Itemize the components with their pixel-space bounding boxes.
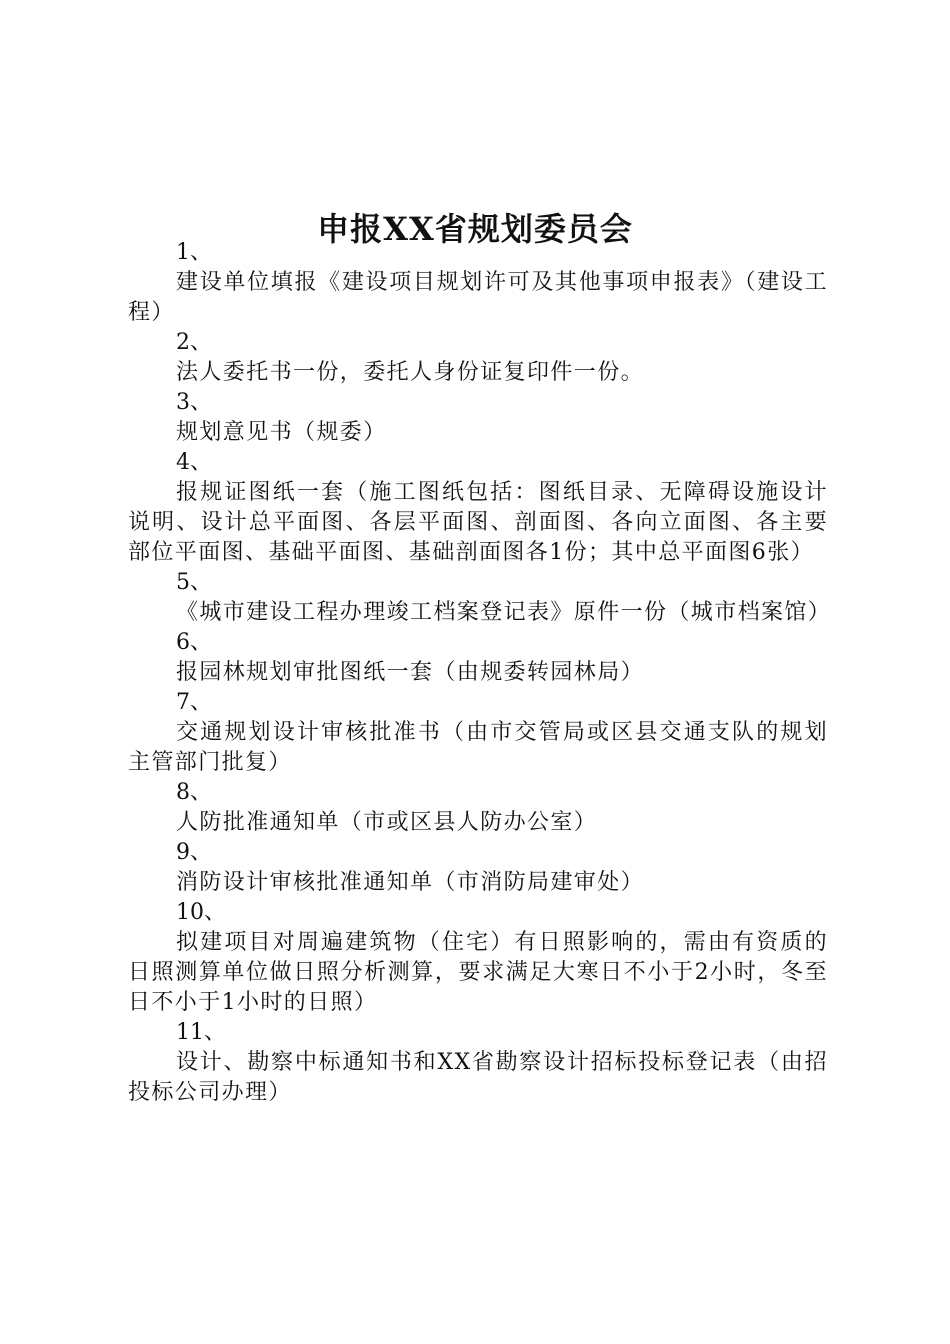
item-number: 4、 bbox=[176, 450, 212, 475]
item-number: 8、 bbox=[176, 780, 212, 805]
requirement-list bbox=[128, 238, 832, 1108]
item-number: 3、 bbox=[176, 390, 212, 415]
list-item bbox=[128, 448, 828, 568]
list-item bbox=[128, 838, 828, 898]
item-number: 11、 bbox=[176, 1020, 226, 1045]
item-text: 人防批准通知单（市或区县人防办公室） bbox=[176, 810, 598, 835]
list-item bbox=[128, 1018, 828, 1108]
item-text: 拟建项目对周遍建筑物（住宅）有日照影响的，需由有资质的日照测算单位做日照分析测算，要求满足大寒日不小于2小时，冬至日不小于1小时的日照） bbox=[128, 930, 828, 1015]
document-title: 申报XX省规划委员会 bbox=[317, 210, 633, 249]
list-item bbox=[128, 628, 828, 688]
item-number: 7、 bbox=[176, 690, 212, 715]
item-text: 消防设计审核批准通知单（市消防局建审处） bbox=[176, 870, 645, 895]
item-text: 报园林规划审批图纸一套（由规委转园林局） bbox=[176, 660, 645, 685]
list-item bbox=[128, 688, 828, 778]
item-text: 法人委托书一份，委托人身份证复印件一份。 bbox=[176, 360, 645, 385]
item-text: 规划意见书（规委） bbox=[176, 420, 387, 445]
list-item bbox=[128, 568, 832, 628]
item-text: 《城市建设工程办理竣工档案登记表》原件一份（城市档案馆） bbox=[176, 600, 832, 625]
item-text: 交通规划设计审核批准书（由市交管局或区县交通支队的规划主管部门批复） bbox=[128, 720, 828, 775]
item-number: 6、 bbox=[176, 630, 212, 655]
item-number: 9、 bbox=[176, 840, 212, 865]
item-text: 建设单位填报《建设项目规划许可及其他事项申报表》（建设工程） bbox=[128, 270, 828, 325]
item-text: 设计、勘察中标通知书和XX省勘察设计招标投标登记表（由招投标公司办理） bbox=[128, 1050, 828, 1105]
list-item bbox=[128, 898, 828, 1018]
item-number: 10、 bbox=[176, 900, 226, 925]
item-number: 5、 bbox=[176, 570, 212, 595]
list-item bbox=[128, 388, 828, 448]
list-item bbox=[128, 778, 828, 838]
list-item bbox=[128, 328, 828, 388]
item-number: 1、 bbox=[176, 240, 212, 265]
item-number: 2、 bbox=[176, 330, 212, 355]
list-item bbox=[128, 238, 828, 328]
item-text: 报规证图纸一套（施工图纸包括：图纸目录、无障碍设施设计说明、设计总平面图、各层平面图、剖面图、各向立面图、各主要部位平面图、基础平面图、基础剖面图各1份；其中总平面图6张） bbox=[128, 480, 828, 565]
